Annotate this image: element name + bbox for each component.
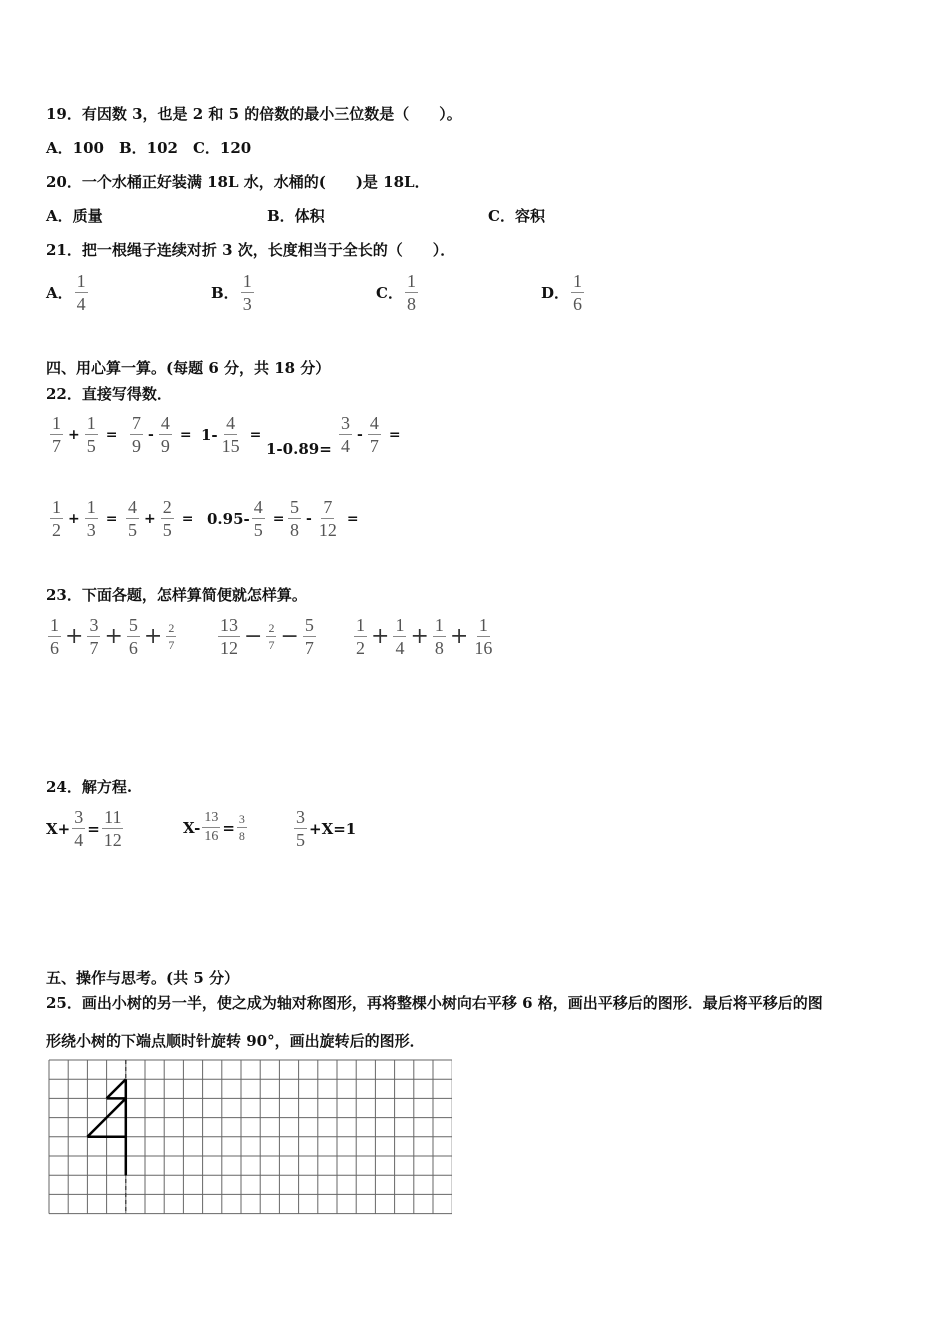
q19-text: 19．有因数 3，也是 2 和 5 的倍数的最小三位数是（ ）。 <box>46 105 462 123</box>
q22-row1-expr4: 1-0.89= <box>266 440 332 458</box>
q22-text: 22．直接写得数． <box>46 385 172 403</box>
q21-option-c <box>376 272 420 313</box>
q21-option-c-label: C． <box>376 284 403 302</box>
q21-option-a <box>46 272 90 313</box>
tree-grid <box>48 1059 452 1227</box>
q21-option-b-label: B． <box>211 284 239 302</box>
section-5-title: 五、操作与思考。(共 5 分） <box>46 969 239 987</box>
q24-expr2: X- $\frac{13}{16}$ = $\frac{3}{8}$ <box>183 810 245 844</box>
q21-option-d-fraction: 1 6 <box>573 271 583 314</box>
tree-branch-top <box>107 1079 126 1098</box>
q23-expr3: 1 2 + $\frac{1}{4}$ + $\frac{1}{8}$ + $\frac{1}{16}$ <box>356 615 493 658</box>
q22-row1-expr1: 1 7 + $\frac{1}{5}$ = <box>52 413 118 456</box>
q22-row1-expr5: 3 4 - $\frac{4}{7}$ = <box>341 413 401 456</box>
q23-text: 23．下面各题，怎样算简便就怎样算。 <box>46 586 307 604</box>
section-4-title: 四、用心算一算。(每题 6 分，共 18 分） <box>46 359 331 377</box>
q21-option-c-fraction: 1 8 <box>406 271 416 314</box>
q21-option-b-fraction: 1 3 <box>242 271 252 314</box>
grid-canvas <box>48 1059 452 1223</box>
q20-option-a: A．质量 <box>46 207 103 225</box>
q24-text: 24．解方程. <box>46 778 133 796</box>
q23-expr2: 13 12 − $\frac{2}{7}$ − $\frac{5}{7}$ <box>220 615 314 658</box>
q19-options: A．100 B．102 C．120 <box>46 139 252 157</box>
q21-option-d <box>541 272 586 313</box>
q25-line1: 25．画出小树的另一半，使之成为轴对称图形，再将整棵小树向右平移 6 格，画出平移后的图形．最后将平移后的图 <box>46 994 823 1012</box>
q20-option-b: B．体积 <box>267 207 325 225</box>
q21-option-d-label: D． <box>541 284 570 302</box>
q22-row2-expr1: 1 2 + $\frac{1}{3}$ = <box>52 497 118 540</box>
q21-option-a-fraction: 1 4 <box>76 271 86 314</box>
q22-row2-expr3: 0.95- $\frac{4}{5}$ = <box>207 497 285 540</box>
q20-text: 20．一个水桶正好装满 18L 水，水桶的( )是 18L． <box>46 173 430 191</box>
q21-text: 21．把一根绳子连续对折 3 次，长度相当于全长的（ ）． <box>46 241 456 259</box>
q24-expr3: 3 5 +X=1 <box>296 807 357 850</box>
q22-row2-expr2: 4 5 + $\frac{2}{5}$ = <box>128 497 194 540</box>
q22-row2-expr4: 5 8 - $\frac{7}{12}$ = <box>290 497 359 540</box>
q21-option-a-label: A． <box>46 284 73 302</box>
q25-line2: 形绕小树的下端点顺时针旋转 90°，画出旋转后的图形． <box>46 1032 425 1050</box>
q23-expr1: 1 6 + $\frac{3}{7}$ + $\frac{5}{6}$ + $\frac{2}{7}$ <box>50 615 175 658</box>
q24-expr1: X+ $\frac{3}{4}$ = $\frac{11}{12}$ <box>46 807 122 850</box>
q22-row1-expr3: 1- $\frac{4}{15}$ = <box>201 413 262 456</box>
q21-option-b <box>211 272 256 313</box>
q22-row1-expr2: 7 9 - $\frac{4}{9}$ = <box>132 413 192 456</box>
q20-option-c: C．容积 <box>488 207 545 225</box>
